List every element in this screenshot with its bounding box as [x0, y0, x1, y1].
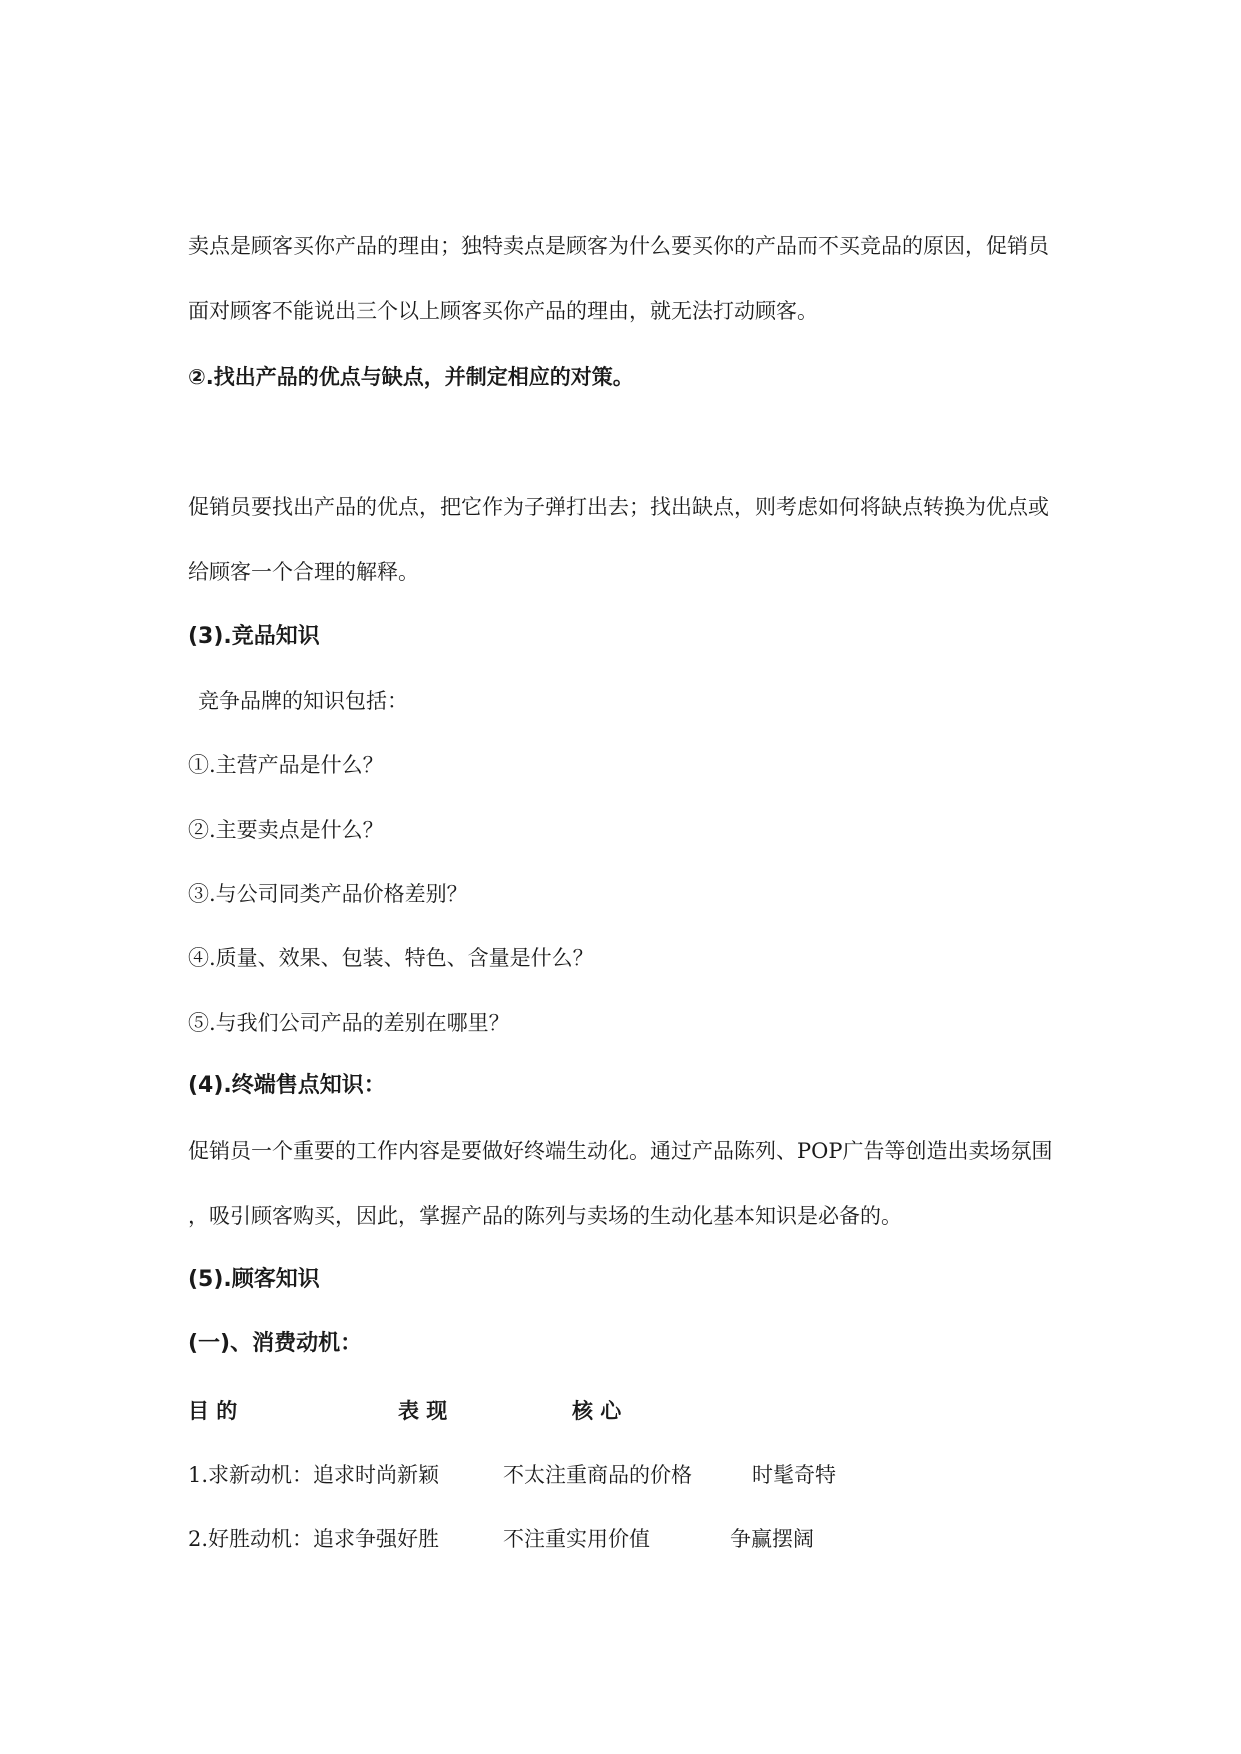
list-item: ①.主营产品是什么？ — [188, 753, 384, 777]
table-header-core: 核 心 — [572, 1399, 622, 1423]
list-item: ④.质量、效果、包装、特色、含量是什么？ — [188, 946, 594, 970]
paragraph-selling-point-line-1: 卖点是顾客买你产品的理由；独特卖点是顾客为什么要买你的产品而不买竞品的原因，促销员 — [188, 234, 1049, 258]
table-cell: 时髦奇特 — [752, 1463, 836, 1487]
table-cell: 争赢摆阔 — [730, 1527, 814, 1551]
competitor-intro: 竞争品牌的知识包括： — [198, 689, 408, 713]
heading-competitor-knowledge: (3).竞品知识 — [188, 624, 320, 649]
table-cell: 2.好胜动机：追求争强好胜 — [188, 1527, 440, 1551]
list-item: ③.与公司同类产品价格差别？ — [188, 882, 468, 906]
paragraph-terminal-line-2: ，吸引顾客购买，因此，掌握产品的陈列与卖场的生动化基本知识是必备的。 — [188, 1204, 902, 1228]
table-header-behavior: 表 现 — [398, 1399, 448, 1423]
table-header-purpose: 目 的 — [188, 1399, 238, 1423]
heading-consumer-motivation: (一)、消费动机： — [188, 1331, 363, 1356]
paragraph-selling-point-line-2: 面对顾客不能说出三个以上顾客买你产品的理由，就无法打动顾客。 — [188, 299, 818, 323]
paragraph-pros-cons-line-2: 给顾客一个合理的解释。 — [188, 560, 419, 584]
list-item: ②.主要卖点是什么？ — [188, 818, 384, 842]
paragraph-pros-cons-line-1: 促销员要找出产品的优点，把它作为子弹打出去；找出缺点，则考虑如何将缺点转换为优点或 — [188, 495, 1049, 519]
heading-customer-knowledge: (5).顾客知识 — [188, 1267, 320, 1292]
list-item: ⑤.与我们公司产品的差别在哪里？ — [188, 1011, 510, 1035]
paragraph-terminal-line-1: 促销员一个重要的工作内容是要做好终端生动化。通过产品陈列、POP广告等创造出卖场氛围 — [188, 1139, 1053, 1163]
table-cell: 1.求新动机：追求时尚新颖 — [188, 1463, 440, 1487]
heading-pros-cons: ②.找出产品的优点与缺点，并制定相应的对策。 — [188, 365, 634, 389]
table-cell: 不太注重商品的价格 — [503, 1463, 692, 1487]
heading-terminal-knowledge: (4).终端售点知识： — [188, 1073, 386, 1098]
table-cell: 不注重实用价值 — [503, 1527, 650, 1551]
